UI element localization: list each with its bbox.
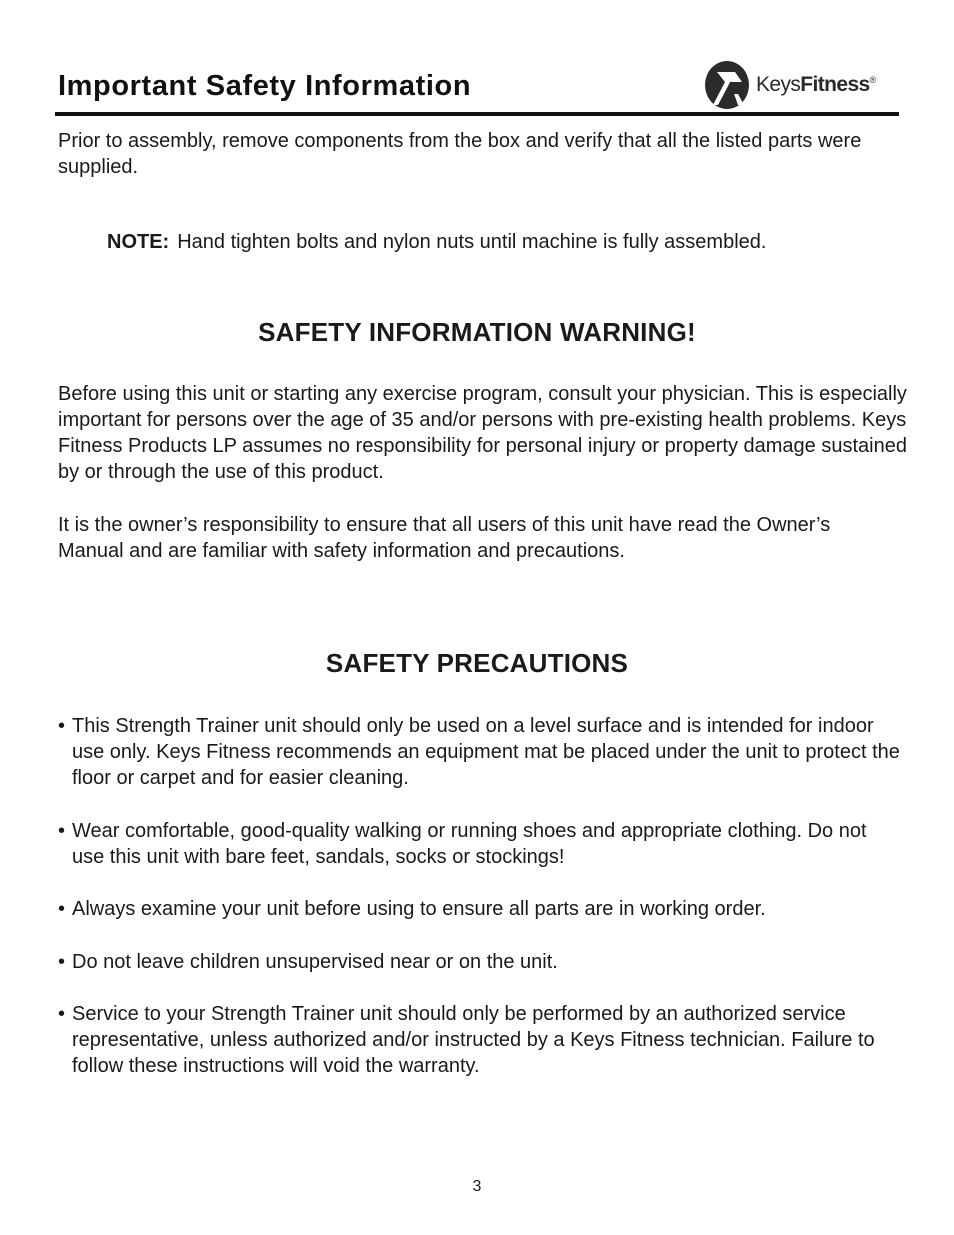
precaution-item xyxy=(58,896,903,922)
precaution-item xyxy=(58,713,903,791)
precaution-text: Wear comfortable, good-quality walking or running shoes and appropriate clothing. Do not use this unit with bare feet, sandals, socks or stockings! xyxy=(72,820,867,868)
page-number: 3 xyxy=(472,1178,482,1195)
bullet-mark: • xyxy=(58,1003,66,1025)
precaution-item xyxy=(58,1001,903,1079)
bullet-mark: • xyxy=(58,715,66,737)
note-text: Hand tighten bolts and nylon nuts until machine is fully assembled. xyxy=(177,231,767,253)
bullet-mark: • xyxy=(58,820,66,842)
brand-logo xyxy=(704,60,876,110)
bullet-mark: • xyxy=(58,951,66,973)
keys-fitness-logo-icon xyxy=(704,60,750,110)
precaution-text: Do not leave children unsupervised near or on the unit. xyxy=(72,951,558,973)
precaution-text: Always examine your unit before using to ensure all parts are in working order. xyxy=(72,898,766,920)
responsibility-paragraph: It is the owner’s responsibility to ensure that all users of this unit have read the Owner’s Manual and are familiar with safety information and precautions. xyxy=(58,514,831,562)
brand-name-light: Keys xyxy=(756,73,801,96)
intro-paragraph: Prior to assembly, remove components from the box and verify that all the listed parts were supplied. xyxy=(58,130,862,178)
brand-name-bold: Fitness xyxy=(800,73,870,96)
assembly-note xyxy=(107,229,766,255)
header-divider xyxy=(55,112,899,116)
precaution-item xyxy=(58,818,903,870)
safety-warning-heading: SAFETY INFORMATION WARNING! xyxy=(258,317,696,347)
trademark-symbol: ® xyxy=(869,75,876,85)
warning-paragraph: Before using this unit or starting any exercise program, consult your physician. This is especially important for persons over the age of 35 and/or persons with pre-existing health problems. Keys Fitness Products LP assumes no responsibility for personal injury or property damage sustained by or through the use of this product. xyxy=(58,383,907,483)
page-title: Important Safety Information xyxy=(58,70,472,102)
safety-precautions-heading: SAFETY PRECAUTIONS xyxy=(325,648,629,678)
note-label: NOTE: xyxy=(107,231,170,253)
precaution-text: This Strength Trainer unit should only be used on a level surface and is intended for indoor use only. Keys Fitness recommends an equipment mat be placed under the unit to protect the floor or carpet and for easier cleaning. xyxy=(72,715,900,789)
bullet-mark: • xyxy=(58,898,66,920)
precaution-text: Service to your Strength Trainer unit should only be performed by an authorized service representative, unless authorized and/or instructed by a Keys Fitness technician. Failure to follow these instructions will void the warranty. xyxy=(72,1003,875,1077)
brand-logo-text xyxy=(756,73,876,97)
precaution-item xyxy=(58,949,903,975)
